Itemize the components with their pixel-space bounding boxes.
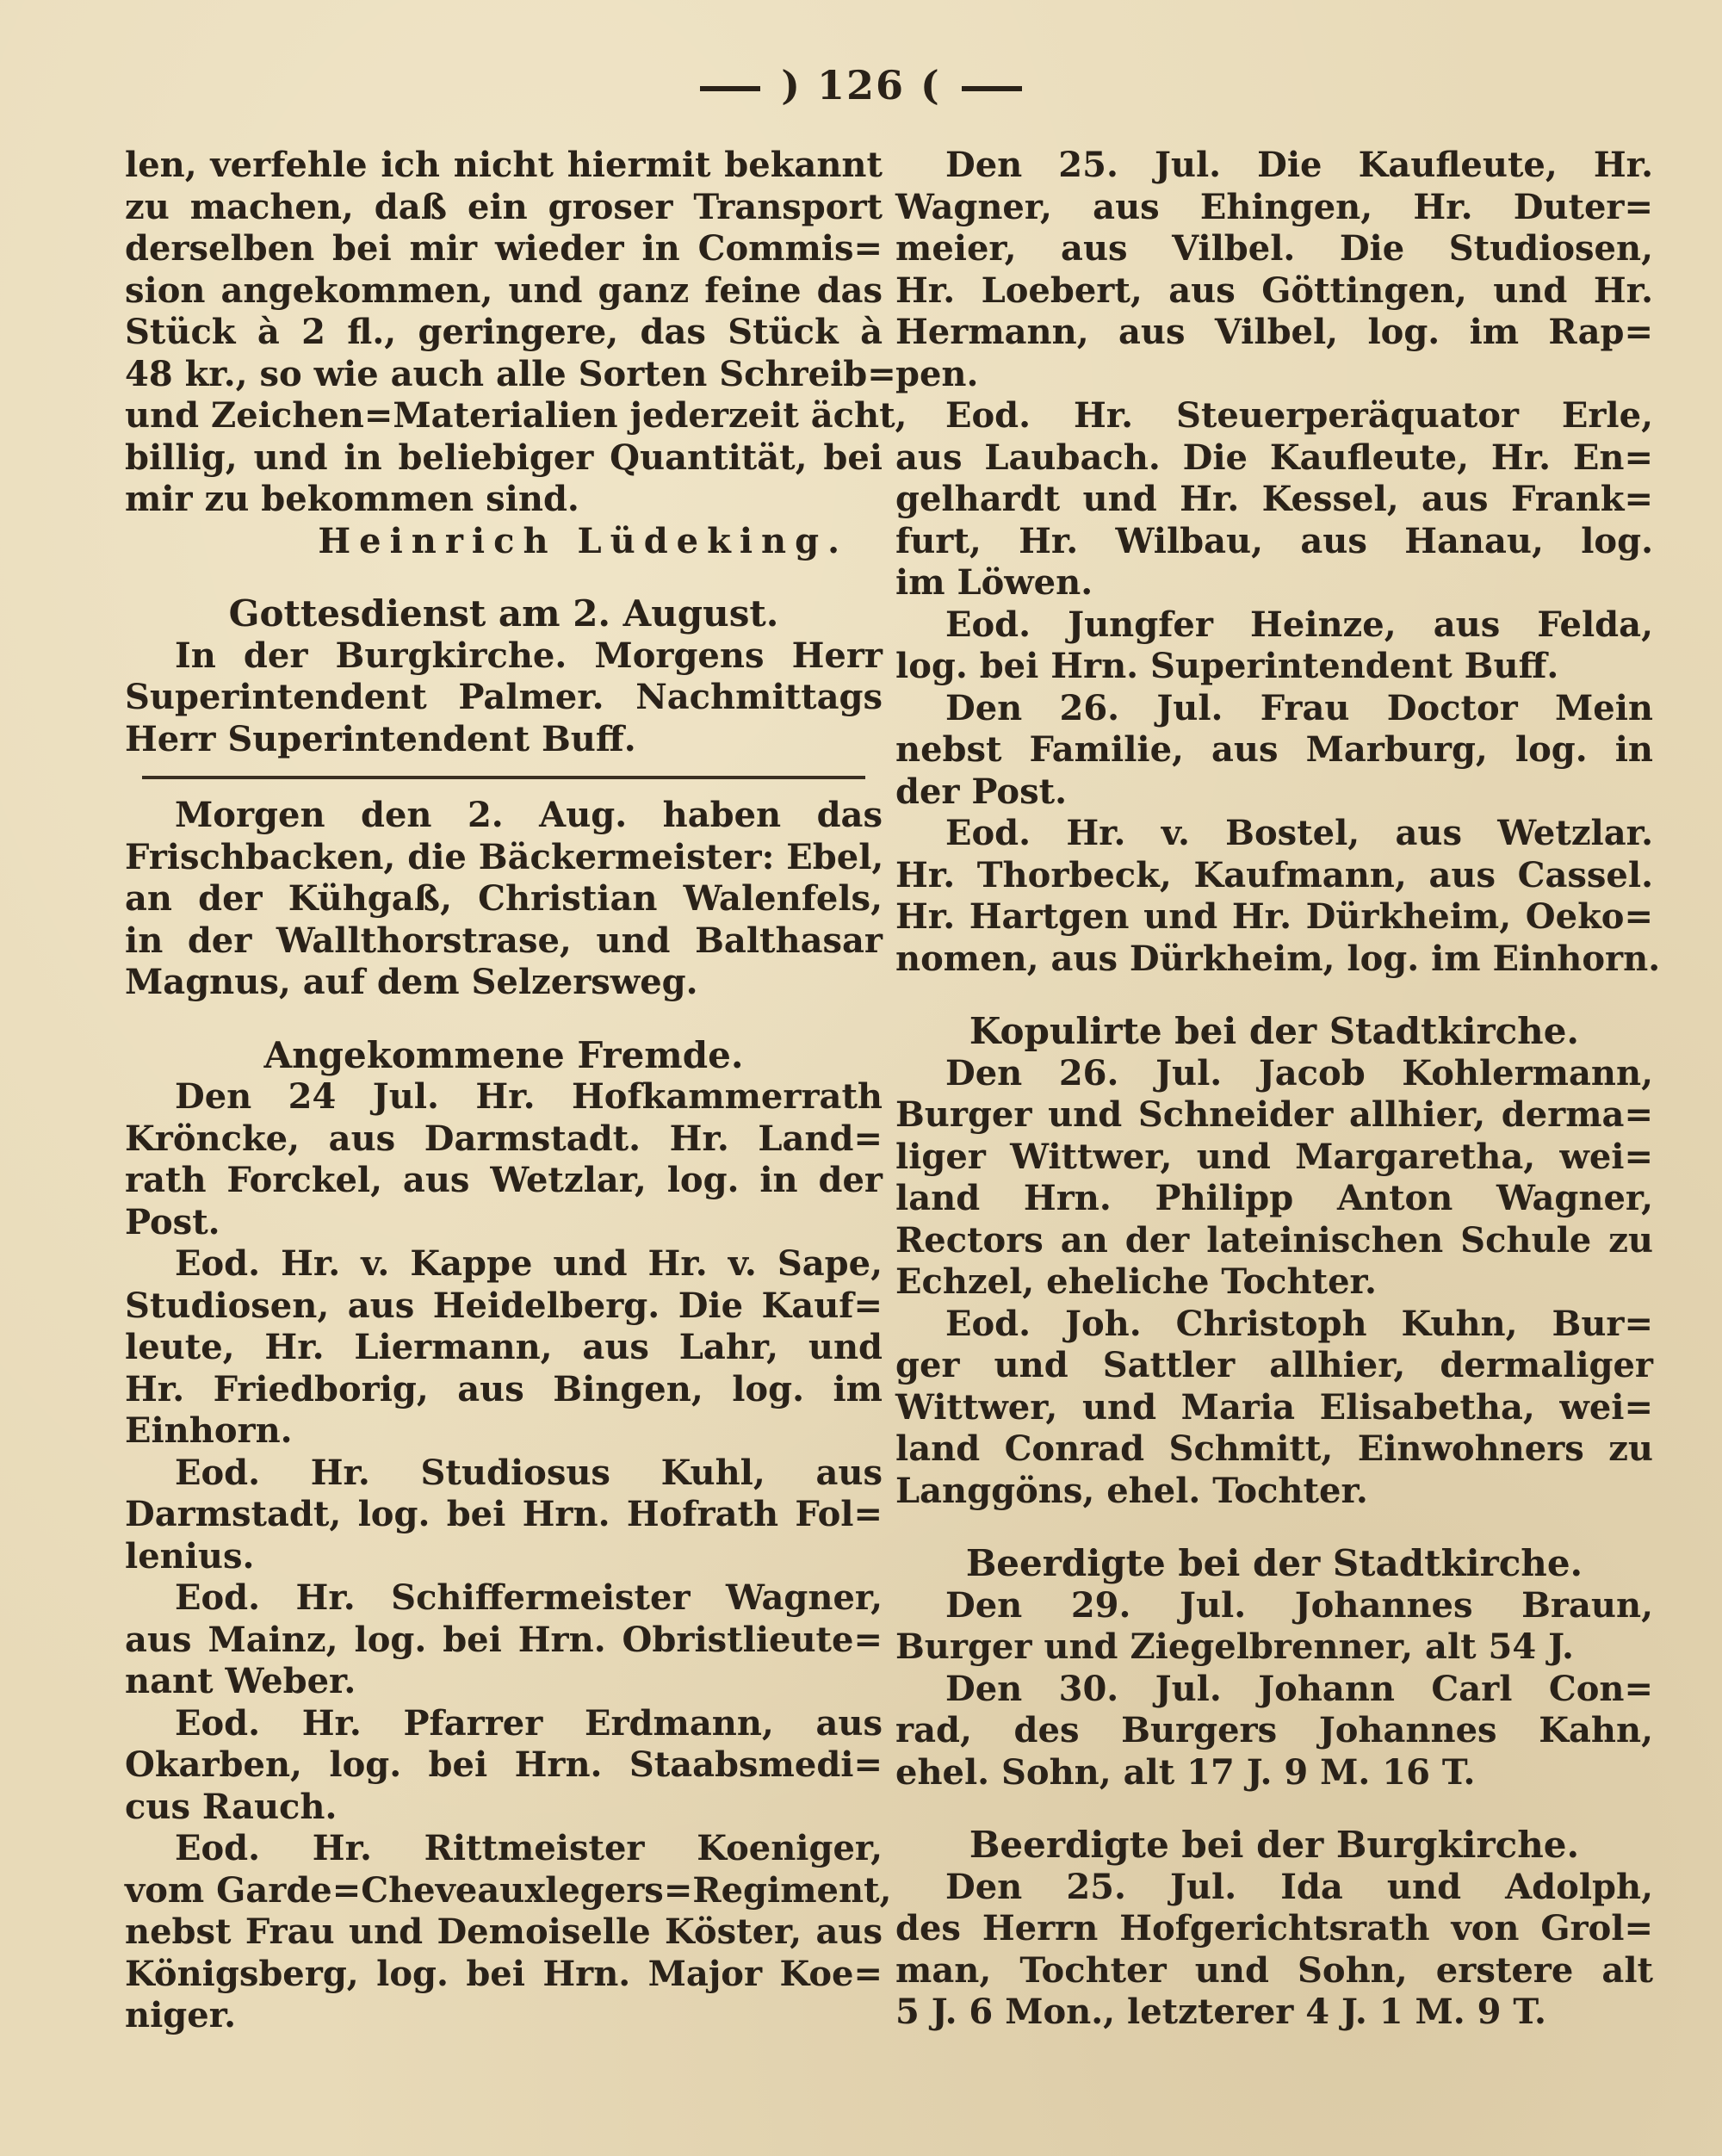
arrivals-line: niger. (125, 1995, 237, 2035)
ad-signature: Heinrich Lüdeking. (318, 520, 848, 561)
burials-burg-line: 5 J. 6 Mon., letzterer 4 J. 1 M. 9 T. (895, 1992, 1546, 2032)
arrivals-cont-line: Wagner, aus Ehingen, Hr. Duter= (895, 186, 1653, 227)
arrivals-line: Eod. Hr. Schiffermeister Wagner, (175, 1577, 883, 1618)
marriages-heading: Kopulirte bei der Stadtkirche. (969, 1010, 1580, 1052)
arrivals-line: Okarben, log. bei Hrn. Staabsmedi= (125, 1744, 883, 1785)
right-column (895, 145, 1661, 2034)
advertisement-block (125, 145, 907, 562)
page-number: ) 126 ( (781, 62, 941, 108)
marriages-line: ger und Sattler allhier, dermaliger (895, 1345, 1653, 1385)
arrivals-line: nant Weber. (125, 1661, 356, 1701)
burials-burg-line: Den 25. Jul. Ida und Adolph, (945, 1866, 1653, 1907)
marriages-line: Langgöns, ehel. Tochter. (895, 1470, 1368, 1511)
burials-stadt-line: ehel. Sohn, alt 17 J. 9 M. 16 T. (895, 1751, 1476, 1793)
marriages-line: Burger und Schneider allhier, derma= (895, 1094, 1653, 1135)
arrivals-line: Post. (125, 1201, 220, 1242)
arrivals-cont-line: Eod. Hr. v. Bostel, aus Wetzlar. (945, 813, 1653, 853)
arrivals-cont-line: der Post. (895, 771, 1068, 812)
bakers-line: Morgen den 2. Aug. haben das (175, 795, 883, 835)
ad-line: len, verfehle ich nicht hiermit bekannt (125, 145, 883, 185)
marriages-line: Eod. Joh. Christoph Kuhn, Bur= (945, 1303, 1653, 1344)
arrivals-cont-line: Hr. Hartgen und Hr. Dürkheim, Oeko= (895, 896, 1653, 937)
arrivals-cont-line: Den 26. Jul. Frau Doctor Mein (945, 687, 1653, 728)
marriages-line: Den 26. Jul. Jacob Kohlermann, (945, 1052, 1653, 1093)
arrivals-line: lenius. (125, 1535, 255, 1577)
arrivals-line: Eod. Hr. Rittmeister Koeniger, (175, 1828, 883, 1868)
arrivals-line: Eod. Hr. Studiosus Kuhl, aus (175, 1452, 883, 1493)
marriages-line: land Hrn. Philipp Anton Wagner, (895, 1178, 1653, 1218)
service-line: Herr Superintendent Buff. (125, 718, 636, 759)
arrivals-line: Eod. Hr. v. Kappe und Hr. v. Sape, (175, 1243, 883, 1284)
burials-stadt-line: Den 29. Jul. Johannes Braun, (945, 1584, 1653, 1626)
marriages-block (895, 1053, 1653, 1513)
arrivals-cont-line: aus Laubach. Die Kaufleute, Hr. En= (895, 437, 1653, 478)
arrivals-line: Hr. Friedborig, aus Bingen, log. im (125, 1368, 883, 1409)
arrivals-line: nebst Frau und Demoiselle Köster, aus (125, 1911, 883, 1952)
bakers-line: Frischbacken, die Bäckermeister: Ebel, (125, 836, 884, 877)
ad-line: derselben bei mir wieder in Commis= (125, 228, 883, 269)
arrivals-line: Einhorn. (125, 1410, 293, 1451)
ad-line: Stück à 2 fl., geringere, das Stück à (125, 312, 883, 352)
bakers-line: an der Kühgaß, Christian Walenfels, (125, 878, 883, 919)
bakers-block (125, 795, 883, 1004)
arrivals-cont-line: gelhardt und Hr. Kessel, aus Frank= (895, 479, 1653, 519)
arrivals-line: Kröncke, aus Darmstadt. Hr. Land= (125, 1118, 883, 1159)
marriages-line: Wittwer, und Maria Elisabetha, wei= (895, 1386, 1653, 1428)
header-dash-left (700, 86, 760, 91)
arrivals-cont-line: meier, aus Vilbel. Die Studiosen, (895, 228, 1653, 269)
service-block (125, 635, 883, 761)
section-divider (142, 776, 865, 779)
arrivals-cont-line: Hermann, aus Vilbel, log. im Rap= (895, 312, 1653, 352)
arrivals-cont-line: Eod. Jungfer Heinze, aus Felda, (945, 604, 1653, 645)
arrivals-line: leute, Hr. Liermann, aus Lahr, und (125, 1327, 883, 1367)
ad-line: zu machen, daß ein groser Transport (125, 186, 883, 227)
burials-burgkirche-heading: Beerdigte bei der Burgkirche. (969, 1824, 1580, 1866)
arrivals-cont-line: nebst Familie, aus Marburg, log. in (895, 729, 1653, 770)
ad-line: 48 kr., so wie auch alle Sorten Schreib= (125, 353, 896, 394)
ad-line: und Zeichen=Materialien jederzeit ächt, (125, 395, 907, 436)
arrivals-cont-line: log. bei Hrn. Superintendent Buff. (895, 646, 1559, 686)
burials-burgkirche-block (895, 1867, 1653, 2034)
service-heading: Gottesdienst am 2. August. (228, 592, 779, 635)
arrivals-block (125, 1076, 892, 2037)
bakers-line: Magnus, auf dem Selzersweg. (125, 962, 698, 1002)
bakers-line: in der Wallthorstrase, und Balthasar (125, 920, 883, 961)
arrivals-cont-line: furt, Hr. Wilbau, aus Hanau, log. (895, 520, 1653, 561)
burials-stadtkirche-block (895, 1585, 1653, 1794)
arrivals-cont-line: Eod. Hr. Steuerperäquator Erle, (945, 395, 1653, 436)
arrivals-heading: Angekommene Fremde. (263, 1033, 744, 1076)
service-line: Superintendent Palmer. Nachmittags (125, 677, 883, 717)
arrivals-line: vom Garde=Cheveauxlegers=Regiment, (125, 1869, 892, 1911)
burials-burg-line: des Herrn Hofgerichtsrath von Grol= (895, 1908, 1653, 1948)
burials-stadt-line: rad, des Burgers Johannes Kahn, (895, 1710, 1653, 1750)
left-column (125, 145, 907, 2037)
arrivals-cont-line: Hr. Thorbeck, Kaufmann, aus Cassel. (895, 854, 1653, 895)
burials-stadt-line: Den 30. Jul. Johann Carl Con= (945, 1668, 1653, 1709)
arrivals-cont-line: pen. (895, 353, 979, 394)
marriages-line: land Conrad Schmitt, Einwohners zu (895, 1428, 1653, 1469)
marriages-line: Rectors an der lateinischen Schule zu (895, 1219, 1653, 1261)
burials-burg-line: man, Tochter und Sohn, erstere alt (895, 1949, 1653, 1991)
arrivals-line: Eod. Hr. Pfarrer Erdmann, aus (175, 1702, 883, 1744)
arrivals-line: rath Forckel, aus Wetzlar, log. in der (125, 1160, 883, 1200)
arrivals-line: Königsberg, log. bei Hrn. Major Koe= (125, 1953, 883, 1994)
burials-stadtkirche-heading: Beerdigte bei der Stadtkirche. (965, 1542, 1583, 1584)
ad-line: sion angekommen, und ganz feine das (125, 270, 883, 311)
arrivals-line: Studiosen, aus Heidelberg. Die Kauf= (125, 1285, 883, 1326)
marriages-line: liger Wittwer, und Margaretha, wei= (895, 1136, 1653, 1177)
header-dash-right (962, 86, 1022, 91)
burials-stadt-line: Burger und Ziegelbrenner, alt 54 J. (895, 1626, 1574, 1667)
arrivals-continued-block (895, 145, 1661, 980)
ad-line: mir zu bekommen sind. (125, 479, 579, 519)
service-line: In der Burgkirche. Morgens Herr (175, 635, 883, 676)
arrivals-line: Darmstadt, log. bei Hrn. Hofrath Fol= (125, 1494, 883, 1534)
arrivals-cont-line: nomen, aus Dürkheim, log. im Einhorn. (895, 938, 1661, 979)
marriages-line: Echzel, eheliche Tochter. (895, 1261, 1377, 1302)
page-header (0, 62, 1722, 108)
arrivals-cont-line: Hr. Loebert, aus Göttingen, und Hr. (895, 270, 1653, 311)
arrivals-cont-line: Den 25. Jul. Die Kaufleute, Hr. (945, 145, 1653, 185)
arrivals-cont-line: im Löwen. (895, 562, 1093, 603)
ad-line: billig, und in beliebiger Quantität, bei (125, 437, 883, 478)
arrivals-line: aus Mainz, log. bei Hrn. Obristlieute= (125, 1619, 883, 1660)
arrivals-line: Den 24 Jul. Hr. Hofkammerrath (175, 1076, 883, 1117)
arrivals-line: cus Rauch. (125, 1786, 338, 1827)
